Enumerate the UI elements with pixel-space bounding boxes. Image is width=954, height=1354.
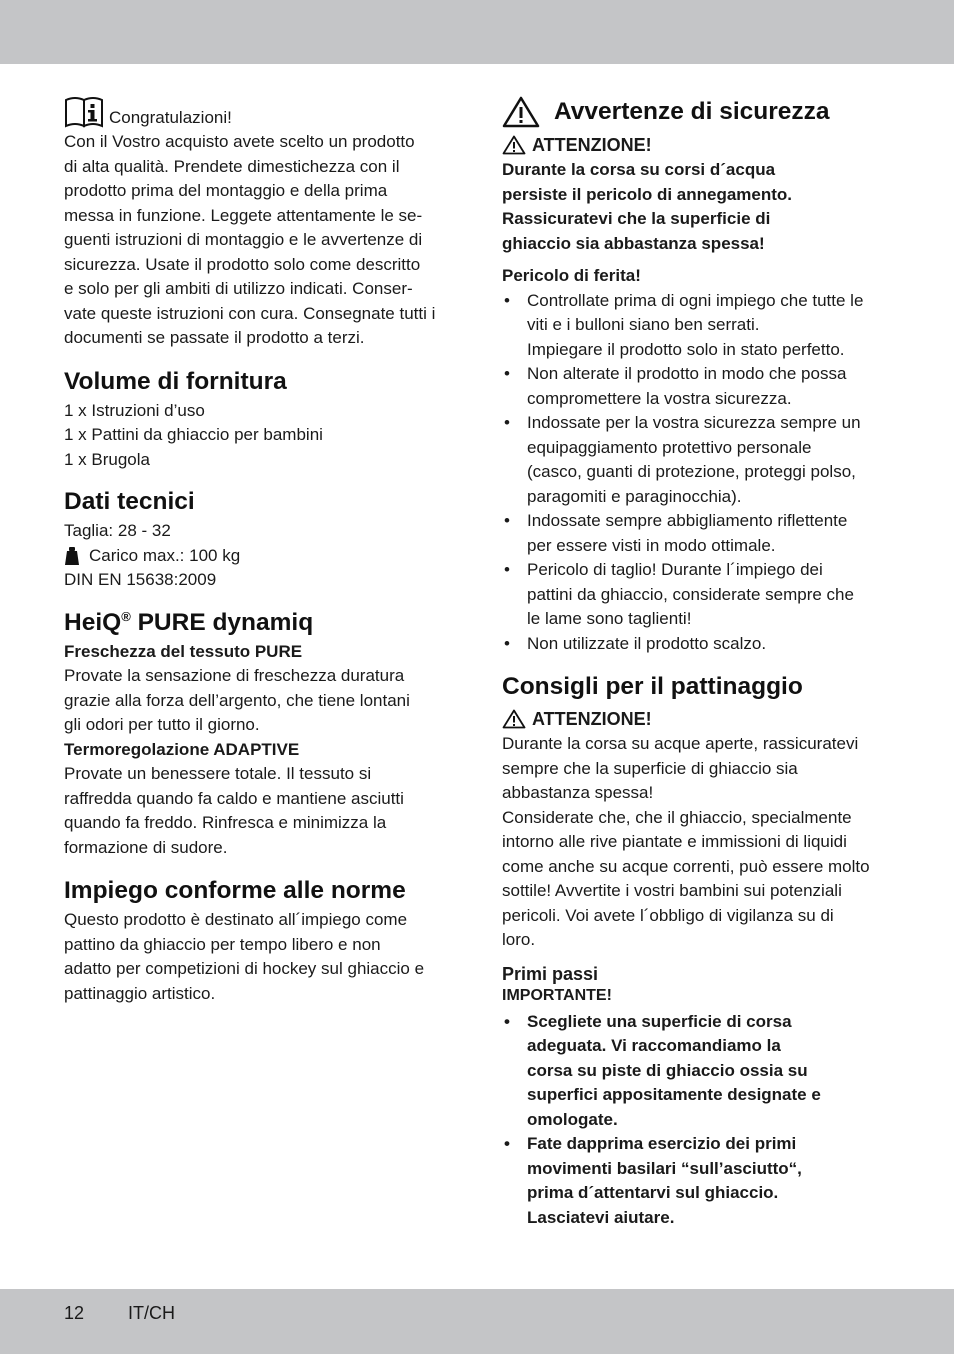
attention-heading (502, 706, 894, 732)
consigli-heading: Consigli per il pattinaggio (502, 673, 803, 700)
bullet-line: corsa su piste di ghiaccio ossia su (527, 1060, 808, 1080)
fresh-subheading: Freschezza del tessuto PURE (64, 641, 303, 661)
list-item: • Non alterate il prodotto in modo che possa compromettere la vostra sicurezza. (502, 362, 894, 411)
consigli-line: loro. (502, 930, 536, 949)
warning-line: ghiaccio sia abbastanza spessa! (502, 233, 765, 253)
impiego-line: Questo prodotto è destinato all´impiego come (64, 910, 408, 929)
warning-icon (502, 135, 526, 155)
injury-bullet-list (502, 289, 894, 657)
right-column (502, 96, 894, 1230)
intro-line: messa in funzione. Leggete attentamente le se- (64, 205, 423, 225)
fresh-line: grazie alla forza dell’argento, che tiene lontani (64, 690, 410, 710)
bullet-line: superfici appositamente designate e (527, 1085, 821, 1104)
bullet-line: Non alterate il prodotto in modo che possa (527, 364, 847, 383)
intro-line: sicurezza. Usate il prodotto solo come descritto (64, 254, 421, 274)
page-number: 12 (64, 1303, 85, 1323)
impiego-line: adatto per competizioni di hockey sul ghiaccio e (64, 959, 425, 978)
congrats-text: Congratulazioni! (109, 107, 232, 127)
list-item: • Pericolo di taglio! Durante l´impiego dei pattini da ghiaccio, considerate sempre che le lame sono taglienti! (502, 558, 894, 632)
list-item: • Scegliete una superficie di corsa adeguata. Vi raccomandiamo la corsa su piste di ghiaccio ossia su superfici appositamente designate e omologate. (502, 1010, 894, 1133)
volume-item: 1 x Pattini da ghiaccio per bambini (64, 425, 323, 444)
left-column (64, 96, 456, 1006)
load-row (64, 544, 456, 569)
primi-bullet-list (502, 1010, 894, 1231)
bullet-line: equipaggiamento protettivo personale (527, 437, 812, 457)
bullet-line: (casco, guanti di protezione, proteggi polso, (527, 462, 856, 481)
list-item: • Non utilizzate il prodotto scalzo. (502, 632, 894, 657)
attention-text: ATTENZIONE! (532, 135, 652, 155)
heiq-registered-mark: ® (121, 608, 131, 624)
intro-line: prodotto prima del montaggio e della prima (64, 181, 388, 200)
fresh-line: Provate la sensazione di freschezza duratura (64, 666, 405, 685)
attention-text: ATTENZIONE! (532, 709, 652, 729)
intro-line: guenti istruzioni di montaggio e le avvertenze di (64, 230, 423, 249)
thermo-line: formazione di sudore. (64, 837, 228, 857)
fresh-paragraph (64, 664, 456, 738)
bullet-line: Pericolo di taglio! Durante l´impiego dei (527, 560, 823, 579)
avvertenze-title: Avvertenze di sicurezza (554, 98, 830, 125)
bullet-line: Non utilizzate il prodotto scalzo. (527, 633, 767, 653)
heiq-title-rest: PURE dynamiq (130, 608, 314, 636)
warning-icon (502, 96, 540, 128)
thermo-paragraph (64, 762, 456, 860)
language-code: IT/CH (128, 1303, 175, 1323)
bullet-line: compromettere la vostra sicurezza. (527, 388, 792, 408)
weight-icon (64, 546, 80, 566)
dati-list (64, 519, 456, 593)
bullet-line: paragomiti e paraginocchia). (527, 486, 742, 506)
bullet-line: per essere visti in modo ottimale. (527, 535, 776, 555)
intro-line: vate queste istruzioni con cura. Consegnate tutti i (64, 303, 436, 323)
important-label: IMPORTANTE! (502, 986, 612, 1004)
thermo-line: quando fa freddo. Rinfresca e minimizza la (64, 813, 387, 832)
consigli-line: come anche su acque correnti, può essere molto (502, 856, 870, 876)
bullet-line: viti e i bulloni siano ben serrati. (527, 315, 760, 334)
dati-heading: Dati tecnici (64, 488, 195, 515)
consigli-line: sottile! Avvertite i vostri bambini sui potenziali (502, 881, 842, 900)
info-book-icon (64, 96, 106, 128)
consigli-paragraph (502, 732, 894, 953)
bullet-line: Indossate per la vostra sicurezza sempre un (527, 413, 861, 432)
injury-subheading: Pericolo di ferita! (502, 266, 641, 285)
consigli-line: intorno alle rive piantate e immissioni di liquidi (502, 832, 847, 851)
load-text: Carico max.: 100 kg (89, 545, 241, 565)
consigli-line: abbastanza spessa! (502, 783, 654, 802)
bullet-line: Impiegare il prodotto solo in stato perfetto. (527, 339, 845, 359)
size-text: Taglia: 28 - 32 (64, 521, 171, 540)
list-item: • Fate dapprima esercizio dei primi movimenti basilari “sull’asciutto“, prima d´attentarvi sul ghiaccio. Lasciatevi aiutare. (502, 1132, 894, 1230)
header-band (0, 0, 954, 64)
intro-paragraph (64, 130, 456, 351)
bullet-line: Lasciatevi aiutare. (527, 1207, 675, 1227)
list-item: • Indossate per la vostra sicurezza sempre un equipaggiamento protettivo personale (casco, guanti di protezione, proteggi polso, paragomiti e paraginocchia). (502, 411, 894, 509)
intro-line: di alta qualità. Prendete dimestichezza con il (64, 156, 400, 176)
fresh-line: gli odori per tutto il giorno. (64, 715, 260, 734)
heiq-heading (64, 608, 456, 638)
consigli-line: pericoli. Voi avete l´obbligo di vigilanza su di (502, 905, 834, 925)
impiego-line: pattinaggio artistico. (64, 983, 216, 1003)
bullet-line: Indossate sempre abbigliamento riflettente (527, 511, 848, 530)
impiego-heading: Impiego conforme alle norme (64, 877, 406, 904)
list-item: • Controllate prima di ogni impiego che tutte le viti e i bulloni siano ben serrati. Impiegare il prodotto solo in stato perfetto. (502, 289, 894, 363)
heiq-title-main: HeiQ (64, 608, 122, 636)
impiego-line: pattino da ghiaccio per tempo libero e non (64, 934, 381, 954)
avvertenze-heading (502, 96, 894, 128)
bullet-line: Scegliete una superficie di corsa (527, 1011, 792, 1031)
volume-list (64, 399, 456, 473)
primi-subheading: Primi passi (502, 963, 599, 984)
consigli-line: Durante la corsa su acque aperte, rassicuratevi (502, 734, 859, 753)
drowning-warning (502, 158, 894, 256)
thermo-line: Provate un benessere totale. Il tessuto si (64, 764, 372, 783)
list-item: • Indossate sempre abbigliamento riflettente per essere visti in modo ottimale. (502, 509, 894, 558)
impiego-paragraph (64, 908, 456, 1006)
volume-heading: Volume di fornitura (64, 367, 287, 395)
intro-line: Con il Vostro acquisto avete scelto un prodotto (64, 132, 415, 151)
volume-item: 1 x Istruzioni d’uso (64, 400, 205, 420)
bullet-line: prima d´attentarvi sul ghiaccio. (527, 1183, 779, 1202)
attention-heading (502, 132, 894, 158)
warning-line: Rassicuratevi che la superficie di (502, 209, 771, 228)
intro-line: e solo per gli ambiti di utilizzo indicati. Conser- (64, 279, 413, 298)
volume-item: 1 x Brugola (64, 449, 150, 469)
intro-congrats-line (64, 96, 456, 130)
consigli-line: sempre che la superficie di ghiaccio sia (502, 758, 798, 778)
warning-icon (502, 709, 526, 729)
bullet-line: le lame sono taglienti! (527, 609, 692, 628)
warning-line: Durante la corsa su corsi d´acqua (502, 160, 776, 179)
intro-line: documenti se passate il prodotto a terzi. (64, 328, 365, 347)
bullet-line: Fate dapprima esercizio dei primi (527, 1134, 797, 1153)
bullet-line: adeguata. Vi raccomandiamo la (527, 1036, 781, 1055)
bullet-line: pattini da ghiaccio, considerate sempre che (527, 584, 854, 604)
thermo-subheading: Termoregolazione ADAPTIVE (64, 739, 300, 759)
warning-line: persiste il pericolo di annegamento. (502, 184, 793, 204)
bullet-line: omologate. (527, 1109, 618, 1129)
thermo-line: raffredda quando fa caldo e mantiene asciutti (64, 788, 404, 808)
norm-text: DIN EN 15638:2009 (64, 570, 217, 589)
consigli-line: Considerate che, che il ghiaccio, specialmente (502, 807, 852, 827)
bullet-line: movimenti basilari “sull’asciutto“, (527, 1158, 802, 1178)
bullet-line: Controllate prima di ogni impiego che tutte le (527, 290, 864, 310)
